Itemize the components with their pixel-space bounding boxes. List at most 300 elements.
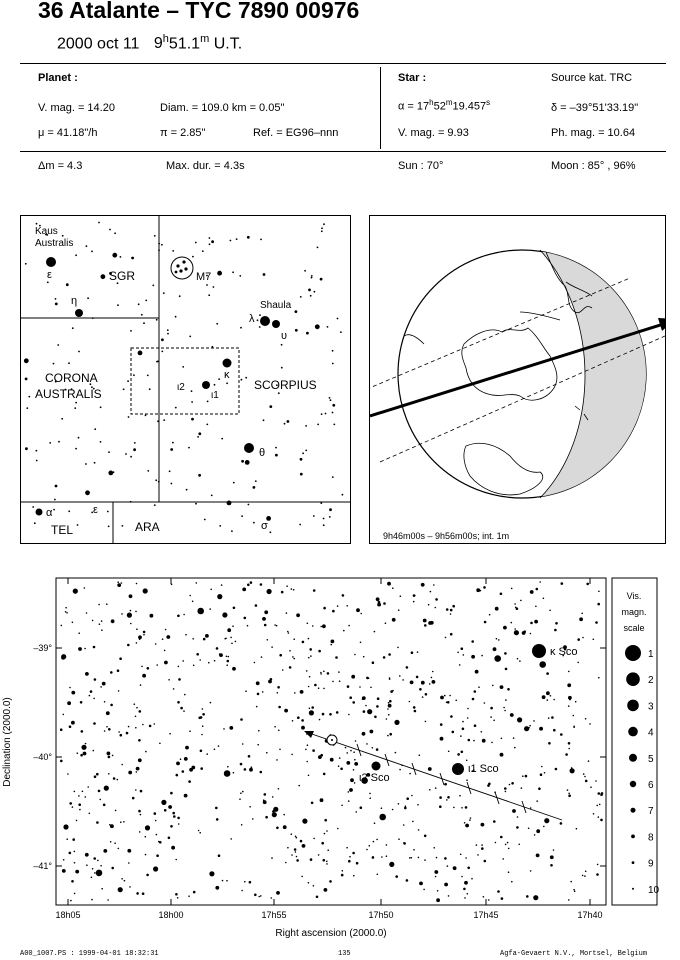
field-star [282,669,284,671]
field-star [494,655,501,662]
field-star [141,314,143,316]
field-star [145,854,147,856]
field-star [356,608,360,612]
field-star [533,720,535,722]
star-iota1-sco-detail [452,763,464,775]
field-star [471,640,474,643]
field-star [450,633,453,636]
field-star [143,322,145,324]
field-star [74,791,76,793]
field-star [321,227,323,229]
field-star [270,897,272,899]
footer-page-number: 135 [338,950,351,958]
field-star [598,816,600,818]
ra-hours: α = 17 [398,100,430,113]
field-star [383,656,386,659]
field-star [483,896,485,898]
field-star [392,809,394,811]
field-star [346,761,350,765]
field-star [450,715,453,718]
field-star [340,768,343,771]
field-star [347,685,350,688]
field-star [111,867,114,870]
field-star [432,680,436,684]
field-star [398,609,400,611]
field-star [113,777,116,780]
field-star [128,851,130,853]
field-star [139,710,142,713]
field-star [32,506,34,508]
field-star [293,589,295,591]
field-star [389,678,391,680]
field-star [209,237,211,239]
field-star [269,405,272,408]
field-star [233,607,236,610]
field-star [459,664,461,666]
field-star [138,351,143,356]
field-star [86,245,88,247]
field-star [419,688,422,691]
field-star [164,809,167,812]
field-star [568,793,570,795]
field-star [110,824,114,828]
field-star [330,758,334,762]
field-star [78,795,80,797]
field-star [500,685,504,689]
field-star [78,803,81,806]
field-star [257,693,260,696]
field-star [378,601,381,604]
label-iota1: ι1 [211,390,219,401]
field-star [159,743,161,745]
field-star [577,662,579,664]
field-star [536,854,540,858]
field-star [104,786,109,791]
field-star [435,598,438,601]
field-star [157,361,159,363]
field-star [484,621,487,624]
field-star [281,591,284,594]
field-star [429,683,431,685]
field-star [388,702,390,704]
field-star [345,747,347,749]
field-star [317,247,319,249]
field-star [568,696,572,700]
field-star [439,805,442,808]
field-star [447,796,450,799]
field-star [198,830,200,832]
field-star [311,802,314,805]
field-star [115,810,117,812]
field-star [534,620,538,624]
field-star [154,235,156,237]
field-star [91,877,93,879]
field-star [177,615,180,618]
mag-scale-title: magn. [621,607,647,617]
field-star [288,632,290,634]
field-star [130,623,132,625]
field-star [213,286,215,288]
field-star [256,681,260,685]
field-star [319,719,321,721]
field-star [163,292,165,294]
field-star [475,670,479,674]
field-star [72,806,74,808]
field-star [332,476,334,478]
field-star [353,751,355,753]
field-star [172,442,174,444]
field-star [582,637,584,639]
field-star [214,749,216,751]
field-star [60,760,63,763]
field-star [78,437,80,439]
star-phmag: Ph. mag. = 10.64 [551,127,636,139]
field-star [464,822,466,824]
field-star [112,755,114,757]
field-star [352,701,355,704]
field-star [178,666,180,668]
field-star [188,895,190,897]
field-star [176,774,179,777]
field-star [549,610,551,612]
field-star [565,753,568,756]
field-star [476,588,480,592]
field-star [327,672,330,675]
field-star [169,733,171,735]
label-upsilon: υ [281,330,288,342]
field-star [448,895,450,897]
field-star [356,862,359,865]
field-star [197,608,204,615]
field-star [360,642,362,644]
field-star [80,701,83,704]
field-star [242,588,246,592]
field-star [259,314,261,316]
field-star [293,658,295,660]
label-m7: M7 [196,271,212,283]
field-star [25,378,28,381]
field-star [66,612,68,614]
field-star [555,622,558,625]
x-tick-label: 17h50 [368,910,394,920]
y-axis-label: Declination (2000.0) [2,697,13,787]
field-star [343,630,345,632]
field-star [337,318,339,320]
field-star [271,646,273,648]
field-star [145,751,147,753]
field-star [175,893,178,896]
field-star [414,595,416,597]
field-star [399,769,401,771]
field-star [180,758,182,760]
field-star [460,735,462,737]
field-star [339,757,341,759]
field-star [406,879,409,882]
field-star [312,749,315,752]
field-star [94,678,97,681]
field-star [493,720,495,722]
field-star [94,775,97,778]
field-star [389,733,392,736]
field-star [54,499,56,501]
field-star [596,873,599,876]
field-star [121,878,123,880]
field-star [518,844,520,846]
field-star [423,889,425,891]
field-star [113,471,115,473]
field-star [183,614,185,616]
field-star [138,810,141,813]
field-star [306,761,308,763]
globe-svg [370,216,665,543]
field-star [170,448,173,451]
field-star [346,847,348,849]
field-star [244,768,247,771]
field-star [583,773,585,775]
field-star [241,824,243,826]
field-star [218,745,220,747]
field-star [99,623,101,625]
field-star [200,767,203,770]
field-star [188,780,191,783]
field-star [452,731,455,734]
field-star [101,274,106,279]
field-star [453,807,455,809]
field-star [229,726,233,730]
field-star [598,677,600,679]
field-star [133,374,135,376]
field-star [178,823,180,825]
field-star [171,846,175,850]
field-star [274,726,276,728]
field-star [373,841,375,843]
field-star [139,831,141,833]
field-star [309,676,311,678]
field-star [332,681,334,683]
field-star [232,625,234,627]
field-star [152,285,154,287]
field-star [372,856,375,859]
field-star [184,757,188,761]
field-star [231,530,233,532]
field-star [435,876,437,878]
field-star [320,798,324,802]
field-star [577,638,580,641]
field-star [110,671,113,674]
field-star [263,419,265,421]
field-star [100,441,102,443]
field-star [528,828,530,830]
field-star [507,842,509,844]
field-star [142,892,145,895]
field-star [346,752,348,754]
field-star [63,859,65,861]
field-star [474,724,477,727]
star-lambda-sco [260,316,270,326]
field-star [522,775,524,777]
field-star [244,617,247,620]
event-hour: 9 [153,35,163,53]
field-star [118,731,120,733]
field-star [164,650,166,652]
field-star [440,723,443,726]
field-star [598,591,600,593]
field-star [138,758,142,762]
field-star [278,788,280,790]
label-shaula: Shaula [260,300,292,311]
field-star [466,779,468,781]
field-star [323,773,326,776]
field-star [450,613,452,615]
field-star [298,785,300,787]
field-star [81,745,86,750]
field-star [389,862,394,867]
field-star [584,875,586,877]
field-star [504,710,506,712]
field-star [143,631,146,634]
field-star [231,643,233,645]
field-star [65,607,67,609]
field-star [300,458,303,461]
field-star [120,821,122,823]
field-star [471,655,475,659]
field-star [292,656,294,658]
field-star [504,787,507,790]
field-star [496,638,498,640]
field-star [145,827,148,830]
field-star [96,773,99,776]
field-star [481,823,485,827]
field-star [434,870,438,874]
field-star [465,824,469,828]
field-star [178,678,181,681]
field-star [98,222,100,224]
field-star [428,604,430,606]
field-star [245,460,250,465]
field-star [514,630,519,635]
field-star [161,244,163,246]
field-star [444,883,448,887]
field-star [75,448,77,450]
field-star [270,531,272,533]
field-star [240,792,242,794]
field-star [470,817,472,819]
field-star [167,333,169,335]
field-star [75,402,77,404]
field-star [121,613,123,615]
field-star [192,601,194,603]
field-star [164,661,168,665]
field-star [349,788,353,792]
field-star [406,666,409,669]
field-star [154,504,156,506]
field-star [405,805,407,807]
field-star [457,652,459,654]
field-star [561,582,564,585]
field-star [210,589,212,591]
field-star [121,764,123,766]
field-star [295,836,297,838]
field-star [202,713,205,716]
field-star [114,842,116,844]
label-sgr: SGR [109,269,136,283]
field-star [198,474,201,477]
field-star [78,647,82,651]
field-star [291,854,293,856]
field-star [107,899,109,901]
field-star [544,772,546,774]
field-star [481,731,483,733]
field-star [96,870,103,877]
field-star [409,857,411,859]
field-star [320,502,322,504]
field-star [260,239,262,241]
field-star [248,504,250,506]
field-star [226,664,228,666]
field-star [185,746,189,750]
field-star [554,629,557,632]
field-star [136,892,139,895]
field-star [249,806,251,808]
field-star [96,821,99,824]
field-star [128,771,132,775]
field-star [433,847,435,849]
field-star [550,855,554,859]
field-star [185,634,187,636]
field-star [369,845,371,847]
x-axis-label: Right ascension (2000.0) [275,928,387,939]
field-star [135,716,137,718]
star-kappa-sco [223,359,232,368]
field-star [313,885,315,887]
field-star [446,799,448,801]
field-star [171,483,173,485]
field-star [218,378,220,380]
field-star [100,406,102,408]
field-star [348,714,350,716]
field-star [388,714,390,716]
field-star [360,806,363,809]
field-star [36,223,38,225]
field-star [196,653,199,656]
field-star [327,326,329,328]
field-star [491,742,493,744]
field-star [233,772,235,774]
field-star [227,766,229,768]
field-star [495,842,497,844]
field-star [425,721,427,723]
field-star [267,589,272,594]
field-star [199,832,201,834]
field-star [130,456,132,458]
field-star [91,899,93,901]
field-star [247,625,249,627]
field-star [362,732,366,736]
field-star [226,656,228,658]
field-star [78,632,80,634]
field-star [63,824,68,829]
field-star [240,763,243,766]
field-star [74,851,76,853]
field-star [385,622,387,624]
label-tel: TEL [51,523,74,537]
field-star [103,804,106,807]
field-star [77,752,79,754]
field-star [435,607,437,609]
field-star [546,691,550,695]
field-star [249,881,252,884]
field-star [215,807,218,810]
